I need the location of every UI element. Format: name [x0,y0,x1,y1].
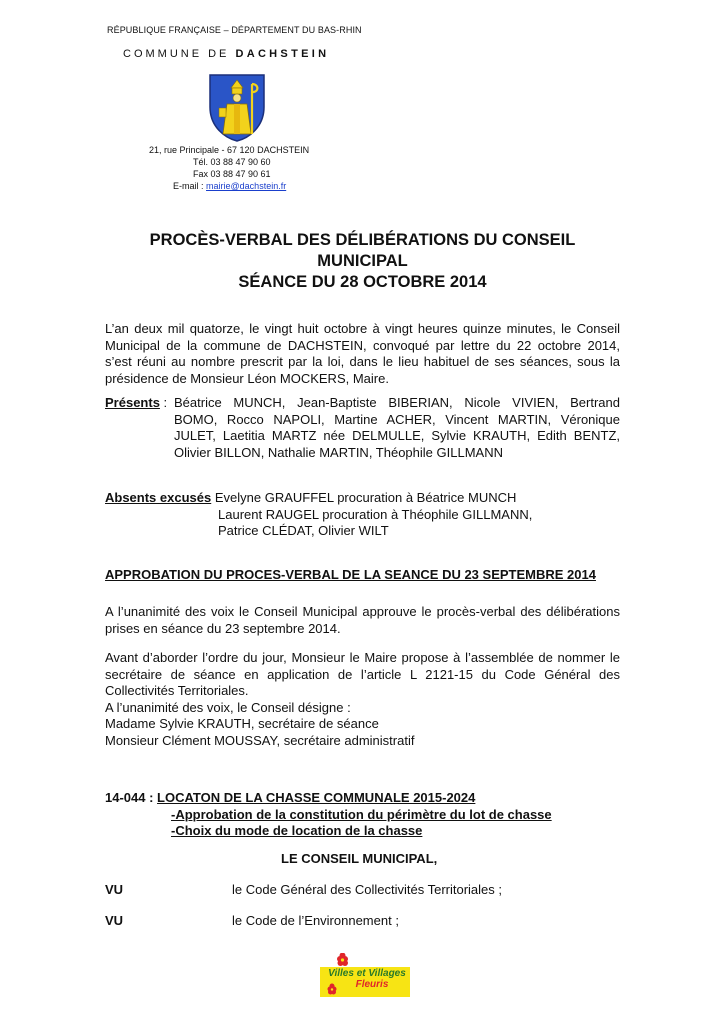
title-line-2: MUNICIPAL [317,252,408,270]
commune-heading [123,48,329,60]
absents-line: Patrice CLÉDAT, Olivier WILT [218,523,389,538]
presents-line: JULET, Laetitia MARTZ née DELMULLE, Sylvie KRAUTH, Edith BENTZ, [174,428,620,443]
logo-text-line-2: Fleuris [355,979,389,990]
intro-line: L’an deux mil quatorze, le vingt huit octobre à vingt heures quinze minutes, le Conseil [105,321,620,336]
presents-line: Olivier BILLON, Nathalie MARTIN, Théophile GILLMANN [174,444,503,460]
absents-label: Absents excusés [105,490,212,505]
approval-line: Madame Sylvie KRAUTH, secrétaire de séance [105,716,379,731]
logo-text-line-1: Villes et Villages [328,968,406,979]
presents-line: BOMO, Rocco NAPOLI, Martine ACHER, Vincent MARTIN, Véronique [174,411,620,427]
presents-label [105,395,167,412]
villes-villages-fleuris-logo [318,953,412,999]
agenda-item-heading [105,790,475,807]
presents-separator: : [163,395,168,410]
approval-heading: APPROBATION DU PROCES-VERBAL DE LA SEANCE DU 23 SEPTEMBRE 2014 [105,567,596,582]
absents-continuation [218,507,532,540]
intro-line: s’est réuni au nombre prescrit par la loi, dans le lieu habituel de ses séances, sous la [105,354,620,369]
telephone: Tél. 03 88 47 90 60 [193,157,271,167]
approval-line: A l’unanimité des voix le Conseil Municipal approuve le procès-verbal des délibérations [105,604,620,619]
agenda-subtitle-1: -Approbation de la constitution du périmètre du lot de chasse [171,806,552,822]
intro-line: présidence de Monsieur Léon MOCKERS, Maire. [105,370,389,386]
approval-line: Collectivités Territoriales. [105,683,249,698]
absents-line: Evelyne GRAUFFEL procuration à Béatrice MUNCH [214,490,517,505]
republic-header: RÉPUBLIQUE FRANÇAISE – DÉPARTEMENT DU BAS-RHIN [107,25,362,35]
agenda-subtitle-2: -Choix du mode de location de la chasse [171,823,423,838]
intro-line: Municipal de la commune de DACHSTEIN, convoqué par lettre du 22 octobre 2014, [105,337,620,353]
coat-of-arms-icon [207,72,267,142]
vu-label: VU [105,882,124,897]
approval-line: Avant d’aborder l’ordre du jour, Monsieur le Maire propose à l’assemblée de nommer le [105,650,620,665]
vu-label: VU [105,913,124,928]
approval-line: prises en séance du 23 septembre 2014. [105,620,341,636]
vu-text: le Code Général des Collectivités Territoriales ; [232,882,502,897]
presents-label-text: Présents [105,395,160,410]
email-label: E-mail : [173,181,204,191]
approval-paragraph-1 [105,604,620,637]
agenda-item-title: LOCATON DE LA CHASSE COMMUNALE 2015-2024 [157,790,476,805]
agenda-item-number: 14-044 : [105,790,154,805]
approval-line: A l’unanimité des voix, le Conseil désigne : [105,699,351,715]
email-link[interactable]: mairie@dachstein.fr [206,181,287,191]
approval-paragraph-2 [105,650,620,749]
email-line [173,180,286,193]
presents-list [174,395,620,461]
fax: Fax 03 88 47 90 61 [193,169,271,179]
commune-prefix: COMMUNE DE [123,48,230,60]
absents-line: Laurent RAUGEL procuration à Théophile GILLMANN, [218,506,533,522]
approval-line: secrétaire de séance en application de l’article L 2121-15 du Code Général des [105,666,620,682]
council-heading: LE CONSEIL MUNICIPAL, [281,851,438,866]
title-line-1: PROCÈS-VERBAL DES DÉLIBÉRATIONS DU CONSEIL [149,231,576,249]
address: 21, rue Principale - 67 120 DACHSTEIN [149,145,310,155]
vu-text: le Code de l’Environnement ; [232,913,399,928]
presents-line: Béatrice MUNCH, Jean-Baptiste BIBERIAN, Nicole VIVIEN, Bertrand [174,395,620,410]
absents-block [105,490,516,507]
page-title [110,230,615,293]
title-line-3: SÉANCE DU 28 OCTOBRE 2014 [238,273,487,291]
approval-line: Monsieur Clément MOUSSAY, secrétaire administratif [105,732,415,748]
intro-paragraph [105,321,620,387]
commune-name: DACHSTEIN [235,48,330,60]
